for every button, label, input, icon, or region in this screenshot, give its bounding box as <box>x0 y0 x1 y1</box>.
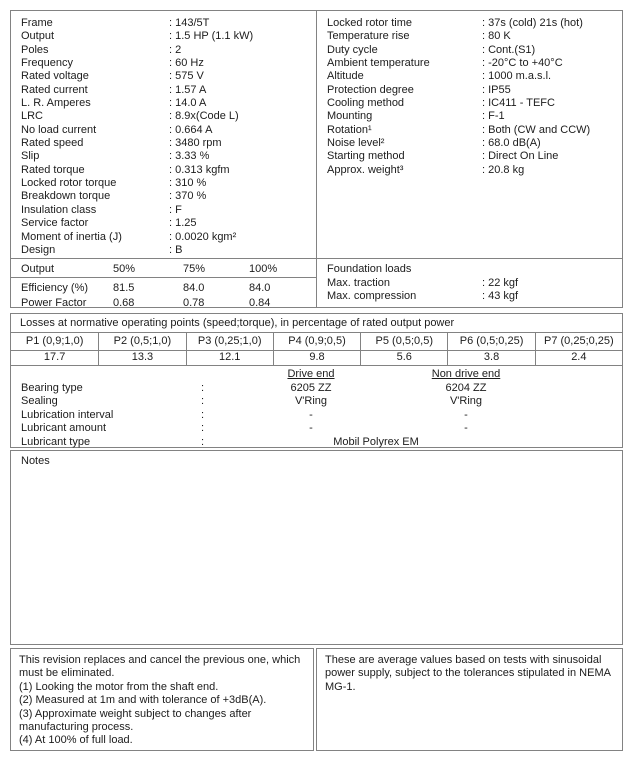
spec-value: : 143/5T <box>169 17 210 29</box>
bearing-row <box>21 382 612 396</box>
spec-label: Insulation class <box>21 203 97 216</box>
spec-row <box>327 124 613 137</box>
efficiency-table-header <box>11 259 316 277</box>
bearing-row <box>21 409 612 423</box>
foundation-value: : 43 kgf <box>482 290 519 303</box>
colon-separator: : <box>201 422 205 435</box>
spec-value: : F <box>169 203 182 216</box>
revision-note-line: (2) Measured at 1m and with tolerance of +3dB(A). <box>19 694 267 707</box>
bearing-non-drive-end-value: V'Ring <box>449 395 483 408</box>
efficiency-table <box>11 259 316 308</box>
spacer <box>531 422 612 436</box>
losses-value-p1: 17.7 <box>11 351 98 366</box>
spec-label: Protection degree <box>327 83 414 96</box>
spec-value: : 14.0 A <box>169 97 207 110</box>
spec-value: : 20.8 kg <box>482 163 525 176</box>
efficiency-75: 84.0 <box>183 282 205 294</box>
spec-label: Locked rotor time <box>327 17 412 29</box>
spec-value: : 0.0020 kgm² <box>169 230 237 243</box>
spacer <box>21 368 201 382</box>
spec-label: L. R. Amperes <box>21 97 91 110</box>
spec-value: : Both (CW and CCW) <box>482 123 591 136</box>
bearing-label: Bearing type <box>21 381 83 394</box>
losses-header-p4: P4 (0,9;0,5) <box>273 333 360 351</box>
spacer <box>201 368 221 382</box>
spec-row <box>21 244 306 257</box>
efficiency-header-output: Output <box>21 263 55 275</box>
losses-header-p6: P6 (0,5;0,25) <box>447 333 534 351</box>
bearing-drive-end-value: 6205 ZZ <box>290 381 332 394</box>
spec-value: : 80 K <box>482 30 511 43</box>
spec-row <box>21 150 306 163</box>
spec-row <box>21 17 306 30</box>
spec-row <box>21 70 306 83</box>
spec-label: Approx. weight³ <box>327 163 404 176</box>
losses-value-p7: 2.4 <box>535 351 622 366</box>
spec-value: : 0.664 A <box>169 123 213 136</box>
spec-row <box>327 70 613 83</box>
spec-value: : 310 % <box>169 177 207 190</box>
losses-title: Losses at normative operating points (speed;torque), in percentage of rated output power <box>11 314 622 333</box>
power-factor-100: 0.84 <box>249 296 271 309</box>
spec-row <box>21 204 306 217</box>
losses-value-p6: 3.8 <box>447 351 534 366</box>
spec-value: : Direct On Line <box>482 150 559 163</box>
losses-header-row <box>11 333 622 351</box>
spec-value: : 0.313 kgfm <box>169 163 230 176</box>
colon-separator: : <box>201 395 205 408</box>
spacer <box>531 436 612 450</box>
spec-value: : B <box>169 243 183 256</box>
spec-row <box>327 97 613 110</box>
spec-value: : 37s (cold) 21s (hot) <box>482 17 583 29</box>
foundation-label: Max. traction <box>327 277 390 289</box>
bearing-non-drive-end-value: 6204 ZZ <box>445 381 487 394</box>
row-label: Efficiency (%) <box>21 282 89 294</box>
spec-row <box>327 137 613 150</box>
bearing-label: Lubricant amount <box>21 422 106 435</box>
foundation-row <box>327 290 613 303</box>
bearing-label: Lubricant type <box>21 435 91 448</box>
spec-label: Output <box>21 30 55 43</box>
spec-row <box>21 44 306 57</box>
spec-row <box>21 190 306 203</box>
drive-end-header: Drive end <box>287 368 335 380</box>
bearings-section <box>11 366 622 450</box>
spec-row <box>21 217 306 230</box>
spec-value: : 60 Hz <box>169 57 204 70</box>
bearing-drive-end-value: - <box>309 408 313 421</box>
efficiency-header-100: 100% <box>249 263 278 275</box>
bearing-label: Sealing <box>21 395 58 408</box>
efficiency-header-75: 75% <box>183 263 206 275</box>
spec-value: : 68.0 dB(A) <box>482 137 541 150</box>
revision-note-line: (3) Approximate weight subject to changes after manufacturing process. <box>19 707 252 734</box>
spec-row <box>21 124 306 137</box>
spec-label: Poles <box>21 43 49 56</box>
specs-right-column <box>317 11 623 258</box>
spec-value: : 3.33 % <box>169 150 210 163</box>
spec-label: Breakdown torque <box>21 190 111 203</box>
bearings-header-row <box>21 368 612 382</box>
spec-label: No load current <box>21 123 97 136</box>
tolerance-note-box <box>316 648 623 751</box>
losses-value-p4: 9.8 <box>273 351 360 366</box>
losses-value-p3: 12.1 <box>186 351 273 366</box>
spec-value: : IC411 - TEFC <box>482 97 555 110</box>
spec-label: Frame <box>21 17 53 29</box>
spec-label: Starting method <box>327 150 405 163</box>
revision-note-box <box>10 648 314 751</box>
bearing-row <box>21 422 612 436</box>
losses-header-p2: P2 (0,5;1,0) <box>98 333 185 351</box>
spec-value: : -20°C to +40°C <box>482 57 563 70</box>
bearing-label: Lubrication interval <box>21 408 114 421</box>
spec-label: Altitude <box>327 70 364 83</box>
spec-row <box>327 57 613 70</box>
foundation-row <box>327 277 613 290</box>
specs-left-column <box>11 11 316 258</box>
lubricant-type-value: Mobil Polyrex EM <box>333 435 419 448</box>
efficiency-header-50: 50% <box>113 263 136 275</box>
spacer <box>531 382 612 396</box>
spec-row <box>21 137 306 150</box>
spec-label: Rated voltage <box>21 70 89 83</box>
spec-label: Locked rotor torque <box>21 177 117 190</box>
spec-value: : F-1 <box>482 110 505 123</box>
spacer <box>531 368 612 382</box>
losses-header-p7: P7 (0,25;0,25) <box>535 333 622 351</box>
colon-separator: : <box>201 435 205 448</box>
bearing-drive-end-value: V'Ring <box>294 395 328 408</box>
spec-row <box>21 231 306 244</box>
spec-label: Temperature rise <box>327 30 410 43</box>
spec-label: Rotation¹ <box>327 123 372 136</box>
spec-label: Slip <box>21 150 40 163</box>
colon-separator: : <box>201 408 205 421</box>
spec-label: Frequency <box>21 57 73 70</box>
bearing-drive-end-value: - <box>309 422 313 435</box>
foundation-label: Max. compression <box>327 290 417 303</box>
foundation-loads-section <box>317 259 623 308</box>
spec-row <box>327 84 613 97</box>
spec-row <box>327 150 613 163</box>
colon-separator: : <box>201 381 205 394</box>
losses-values-row <box>11 351 622 366</box>
spec-value: : Cont.(S1) <box>482 43 536 56</box>
spec-value: : 370 % <box>169 190 207 203</box>
losses-header-p5: P5 (0,5;0,5) <box>360 333 447 351</box>
tolerance-note-text: These are average values based on tests with sinusoidal power supply, subject to the tolerances stipulated in NEMA MG-1. <box>325 654 611 693</box>
spec-label: LRC <box>21 110 44 123</box>
spec-row <box>327 17 613 30</box>
spec-label: Design <box>21 243 56 256</box>
spec-label: Rated speed <box>21 137 84 150</box>
spacer <box>531 395 612 409</box>
spec-label: Mounting <box>327 110 373 123</box>
foundation-value: : 22 kgf <box>482 277 519 289</box>
bearing-row <box>21 395 612 409</box>
foundation-loads-title: Foundation loads <box>327 263 412 275</box>
spec-row <box>21 84 306 97</box>
spec-value: : IP55 <box>482 83 511 96</box>
losses-header-p1: P1 (0,9;1,0) <box>11 333 98 351</box>
spec-label: Noise level² <box>327 137 385 150</box>
revision-note-line: This revision replaces and cancel the previous one, which must be eliminated. <box>19 654 301 680</box>
spec-row <box>327 44 613 57</box>
revision-note-line: (4) At 100% of full load. <box>19 734 133 747</box>
spec-row <box>21 30 306 43</box>
notes-section <box>10 450 623 645</box>
efficiency-100: 84.0 <box>249 282 271 294</box>
spec-value: : 1000 m.a.s.l. <box>482 70 552 83</box>
spec-row <box>21 110 306 123</box>
spec-label: Service factor <box>21 217 89 230</box>
row-label: Power Factor <box>21 296 87 309</box>
spec-value: : 1.25 <box>169 217 197 230</box>
spec-row <box>327 110 613 123</box>
spec-row <box>21 57 306 70</box>
notes-title: Notes <box>21 455 50 467</box>
non-drive-end-header: Non drive end <box>431 368 501 380</box>
spec-row <box>21 177 306 190</box>
spec-label: Moment of inertia (J) <box>21 230 122 243</box>
efficiency-row <box>11 281 316 296</box>
spacer <box>531 409 612 423</box>
spec-label: Rated torque <box>21 163 85 176</box>
bearing-non-drive-end-value: - <box>464 422 468 435</box>
spec-label: Duty cycle <box>327 43 378 56</box>
spec-value: : 1.57 A <box>169 83 207 96</box>
efficiency-table-body <box>11 277 316 310</box>
efficiency-50: 81.5 <box>113 282 135 294</box>
losses-bearings-box <box>10 313 623 448</box>
motor-datasheet-top-box <box>10 10 623 308</box>
power-factor-row <box>11 296 316 311</box>
power-factor-75: 0.78 <box>183 296 205 309</box>
bearing-non-drive-end-value: - <box>464 408 468 421</box>
spec-value: : 575 V <box>169 70 204 83</box>
lubricant-type-row <box>21 436 612 450</box>
spec-value: : 1.5 HP (1.1 kW) <box>169 30 254 43</box>
spec-row <box>327 30 613 43</box>
spec-row <box>21 164 306 177</box>
spec-row <box>21 97 306 110</box>
spec-row <box>327 164 613 177</box>
losses-value-p2: 13.3 <box>98 351 185 366</box>
losses-value-p5: 5.6 <box>360 351 447 366</box>
power-factor-50: 0.68 <box>113 296 135 309</box>
losses-header-p3: P3 (0,25;1,0) <box>186 333 273 351</box>
spec-label: Ambient temperature <box>327 57 430 70</box>
spec-label: Rated current <box>21 83 88 96</box>
revision-note-line: (1) Looking the motor from the shaft end. <box>19 680 219 693</box>
spec-value: : 2 <box>169 43 182 56</box>
spec-label: Cooling method <box>327 97 405 110</box>
spec-value: : 8.9x(Code L) <box>169 110 239 123</box>
spec-value: : 3480 rpm <box>169 137 222 150</box>
